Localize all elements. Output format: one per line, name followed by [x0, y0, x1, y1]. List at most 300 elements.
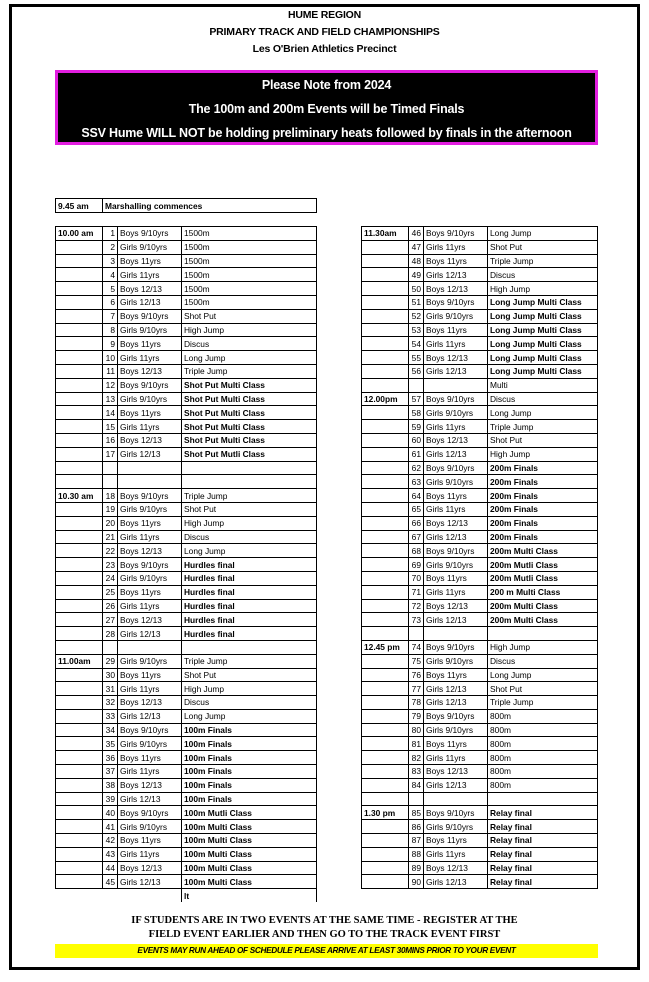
event-number-cell: 64: [409, 489, 424, 503]
age-group-cell: Boys 9/10yrs: [424, 461, 488, 475]
time-cell: [56, 516, 103, 530]
event-name-cell: Shot Put Multi Class: [182, 420, 317, 434]
schedule-row: [56, 378, 317, 392]
age-group-cell: Girls 12/13: [424, 682, 488, 696]
age-group-cell: Boys 9/10yrs: [118, 806, 182, 820]
age-group-cell: Girls 9/10yrs: [424, 654, 488, 668]
event-name-cell: Long Jump: [488, 668, 598, 682]
event-name-cell: High Jump: [488, 447, 598, 461]
schedule-row: [362, 502, 598, 516]
event-name-cell: Shot Put: [182, 309, 317, 323]
event-number-cell: 55: [409, 351, 424, 365]
event-number-cell: 18: [103, 489, 118, 503]
age-group-cell: Boys 9/10yrs: [424, 806, 488, 820]
schedule-row: [56, 654, 317, 668]
event-number-cell: 17: [103, 447, 118, 461]
time-cell: [362, 613, 409, 627]
time-cell: [362, 420, 409, 434]
time-cell: [362, 309, 409, 323]
age-group-cell: Boys 9/10yrs: [424, 544, 488, 558]
age-group-cell: Boys 9/10yrs: [424, 640, 488, 654]
event-number-cell: 34: [103, 723, 118, 737]
event-number-cell: 58: [409, 406, 424, 420]
schedule-row: [56, 847, 317, 861]
event-name-cell: Relay final: [488, 847, 598, 861]
time-cell: [56, 696, 103, 710]
event-name-cell: 200m Multi Class: [488, 599, 598, 613]
age-group-cell: Girls 9/10yrs: [424, 406, 488, 420]
event-name-cell: [182, 640, 317, 654]
age-group-cell: Boys 11yrs: [424, 834, 488, 848]
age-group-cell: Boys 11yrs: [118, 751, 182, 765]
time-cell: [56, 778, 103, 792]
event-number-cell: 52: [409, 309, 424, 323]
time-cell: [56, 627, 103, 641]
event-number-cell: 24: [103, 571, 118, 585]
time-cell: [56, 475, 103, 489]
event-name-cell: Hurdles final: [182, 613, 317, 627]
age-group-cell: Girls 9/10yrs: [424, 723, 488, 737]
event-number-cell: 10: [103, 351, 118, 365]
age-group-cell: Boys 11yrs: [424, 668, 488, 682]
schedule-row: [362, 861, 598, 875]
schedule-row: [56, 530, 317, 544]
time-cell: [56, 792, 103, 806]
event-name-cell: Long Jump Multi Class: [488, 364, 598, 378]
time-cell: [362, 475, 409, 489]
age-group-cell: Boys 9/10yrs: [424, 709, 488, 723]
event-name-cell: 1500m: [182, 295, 317, 309]
age-group-cell: [424, 627, 488, 641]
schedule-row: [56, 227, 317, 241]
time-cell: [362, 364, 409, 378]
schedule-row: [362, 668, 598, 682]
time-cell: [56, 544, 103, 558]
event-name-cell: 1500m: [182, 240, 317, 254]
event-number-cell: [103, 461, 118, 475]
age-group-cell: Boys 9/10yrs: [118, 558, 182, 572]
event-name-cell: Hurdles final: [182, 599, 317, 613]
age-group-cell: Girls 12/13: [118, 709, 182, 723]
event-number-cell: 62: [409, 461, 424, 475]
schedule-row: [362, 737, 598, 751]
schedule-row: [362, 420, 598, 434]
time-cell: [362, 433, 409, 447]
event-name-cell: Shot Put Multi Class: [182, 392, 317, 406]
event-name-cell: 200m Finals: [488, 475, 598, 489]
age-group-cell: Girls 11yrs: [118, 765, 182, 779]
schedule-row: [362, 834, 598, 848]
event-number-cell: [409, 792, 424, 806]
age-group-cell: Girls 12/13: [424, 613, 488, 627]
trailing-row: [56, 889, 317, 902]
age-group-cell: Boys 9/10yrs: [118, 723, 182, 737]
notice-line-2: The 100m and 200m Events will be Timed Finals: [188, 102, 465, 116]
event-number-cell: 67: [409, 530, 424, 544]
time-cell: [362, 820, 409, 834]
age-group-cell: Boys 11yrs: [118, 406, 182, 420]
notice-line-1: Please Note from 2024: [261, 78, 392, 92]
event-name-cell: 800m: [488, 778, 598, 792]
age-group-cell: Girls 12/13: [118, 447, 182, 461]
event-name-cell: Discus: [182, 696, 317, 710]
age-group-cell: Girls 11yrs: [424, 585, 488, 599]
age-group-cell: Girls 11yrs: [424, 502, 488, 516]
schedule-row: [56, 420, 317, 434]
schedule-table-right: [361, 226, 598, 889]
event-number-cell: 15: [103, 420, 118, 434]
schedule-row: [362, 696, 598, 710]
event-number-cell: [409, 378, 424, 392]
schedule-row: [56, 861, 317, 875]
schedule-row: [56, 544, 317, 558]
event-number-cell: 51: [409, 295, 424, 309]
age-group-cell: Boys 9/10yrs: [118, 309, 182, 323]
schedule-row: [56, 806, 317, 820]
time-cell: [56, 806, 103, 820]
time-cell: [56, 861, 103, 875]
age-group-cell: Boys 12/13: [118, 433, 182, 447]
schedule-row: [362, 640, 598, 654]
schedule-row: [56, 475, 317, 489]
event-number-cell: 76: [409, 668, 424, 682]
footer-instruction-line-1: IF STUDENTS ARE IN TWO EVENTS AT THE SAME TIME - REGISTER AT THE: [131, 915, 518, 926]
event-number-cell: 83: [409, 765, 424, 779]
event-name-cell: Discus: [182, 530, 317, 544]
empty-cell: [56, 889, 103, 902]
event-name-cell: Shot Put Mutli Class: [182, 447, 317, 461]
time-cell: [362, 530, 409, 544]
time-cell: [362, 240, 409, 254]
schedule-row: [362, 627, 598, 641]
schedule-row: [56, 461, 317, 475]
age-group-cell: Boys 12/13: [424, 765, 488, 779]
event-number-cell: 3: [103, 254, 118, 268]
age-group-cell: Girls 12/13: [424, 530, 488, 544]
event-number-cell: 87: [409, 834, 424, 848]
schedule-row: [56, 875, 317, 889]
time-cell: [362, 502, 409, 516]
event-number-cell: 11: [103, 364, 118, 378]
time-cell: [56, 709, 103, 723]
schedule-row: [362, 530, 598, 544]
event-number-cell: 48: [409, 254, 424, 268]
schedule-row: [362, 364, 598, 378]
event-name-cell: 1500m: [182, 227, 317, 241]
time-cell: [56, 351, 103, 365]
event-name-cell: Shot Put: [488, 433, 598, 447]
event-number-cell: 2: [103, 240, 118, 254]
notice-line-3: SSV Hume WILL NOT be holding preliminary heats followed by finals in the afternoon: [81, 126, 572, 140]
event-number-cell: 49: [409, 268, 424, 282]
time-cell: [362, 778, 409, 792]
schedule-row: [56, 696, 317, 710]
event-name-cell: Shot Put: [488, 240, 598, 254]
event-name-cell: [488, 627, 598, 641]
event-number-cell: 43: [103, 847, 118, 861]
region-title: HUME REGION: [287, 9, 362, 21]
event-number-cell: 9: [103, 337, 118, 351]
time-cell: [56, 282, 103, 296]
event-number-cell: 71: [409, 585, 424, 599]
event-number-cell: 86: [409, 820, 424, 834]
event-number-cell: 6: [103, 295, 118, 309]
age-group-cell: Boys 11yrs: [118, 585, 182, 599]
event-name-cell: 1500m: [182, 254, 317, 268]
schedule-row: [56, 558, 317, 572]
time-cell: [362, 351, 409, 365]
event-number-cell: 38: [103, 778, 118, 792]
time-cell: [362, 544, 409, 558]
schedule-row: [362, 558, 598, 572]
event-name-cell: 100m Finals: [182, 778, 317, 792]
time-cell: [56, 682, 103, 696]
event-number-cell: 16: [103, 433, 118, 447]
schedule-row: [56, 820, 317, 834]
age-group-cell: Boys 12/13: [118, 613, 182, 627]
schedule-row: [362, 875, 598, 889]
schedule-row: [362, 654, 598, 668]
schedule-row: [362, 489, 598, 503]
event-name-cell: Discus: [488, 268, 598, 282]
age-group-cell: [424, 792, 488, 806]
event-name-cell: Relay final: [488, 820, 598, 834]
age-group-cell: Boys 12/13: [118, 696, 182, 710]
schedule-row: [56, 268, 317, 282]
schedule-row: [362, 351, 598, 365]
event-number-cell: 79: [409, 709, 424, 723]
event-number-cell: 53: [409, 323, 424, 337]
age-group-cell: Boys 12/13: [424, 282, 488, 296]
empty-cell: [103, 889, 118, 902]
event-number-cell: 37: [103, 765, 118, 779]
time-cell: [362, 834, 409, 848]
event-number-cell: 4: [103, 268, 118, 282]
schedule-row: [56, 571, 317, 585]
age-group-cell: Girls 11yrs: [118, 682, 182, 696]
event-name-cell: 800m: [488, 737, 598, 751]
age-group-cell: Girls 12/13: [424, 696, 488, 710]
age-group-cell: Girls 9/10yrs: [118, 820, 182, 834]
time-cell: 11.30am: [362, 227, 409, 241]
event-name-cell: Long Jump: [182, 709, 317, 723]
age-group-cell: Girls 9/10yrs: [118, 654, 182, 668]
event-name-cell: High Jump: [182, 682, 317, 696]
event-name-cell: Shot Put Multi Class: [182, 433, 317, 447]
schedule-row: [362, 571, 598, 585]
age-group-cell: Boys 12/13: [424, 516, 488, 530]
event-name-cell: 200m Finals: [488, 489, 598, 503]
empty-cell: [118, 889, 182, 902]
time-cell: [362, 571, 409, 585]
age-group-cell: Girls 11yrs: [118, 530, 182, 544]
schedule-row: [362, 309, 598, 323]
event-name-cell: Triple Jump: [182, 364, 317, 378]
event-name-cell: 100m Multi Class: [182, 834, 317, 848]
schedule-row: [362, 516, 598, 530]
event-name-cell: 200m Mutli Class: [488, 558, 598, 572]
event-number-cell: 61: [409, 447, 424, 461]
arrival-warning-banner: EVENTS MAY RUN AHEAD OF SCHEDULE PLEASE ARRIVE AT LEAST 30MINS PRIOR TO YOUR EVENT: [55, 944, 598, 958]
schedule-row: [362, 392, 598, 406]
event-number-cell: 30: [103, 668, 118, 682]
age-group-cell: Boys 9/10yrs: [118, 227, 182, 241]
event-number-cell: 73: [409, 613, 424, 627]
time-cell: [362, 254, 409, 268]
age-group-cell: Girls 12/13: [424, 447, 488, 461]
event-number-cell: 57: [409, 392, 424, 406]
age-group-cell: Boys 12/13: [424, 861, 488, 875]
event-number-cell: 8: [103, 323, 118, 337]
age-group-cell: Girls 12/13: [118, 792, 182, 806]
age-group-cell: [118, 475, 182, 489]
event-name-cell: Relay final: [488, 861, 598, 875]
age-group-cell: Girls 9/10yrs: [424, 820, 488, 834]
age-group-cell: Girls 12/13: [424, 364, 488, 378]
event-name-cell: 100m Finals: [182, 765, 317, 779]
time-cell: [56, 254, 103, 268]
time-cell: 12.00pm: [362, 392, 409, 406]
schedule-row: [56, 599, 317, 613]
time-cell: [56, 737, 103, 751]
time-cell: 1.30 pm: [362, 806, 409, 820]
event-number-cell: 20: [103, 516, 118, 530]
time-cell: [362, 765, 409, 779]
event-name-cell: 200m Finals: [488, 461, 598, 475]
event-name-cell: Discus: [182, 337, 317, 351]
schedule-row: [56, 406, 317, 420]
time-cell: [362, 323, 409, 337]
event-name-cell: 200m Finals: [488, 502, 598, 516]
time-cell: [56, 765, 103, 779]
age-group-cell: Boys 11yrs: [424, 571, 488, 585]
time-cell: [362, 461, 409, 475]
age-group-cell: Girls 11yrs: [118, 268, 182, 282]
event-number-cell: 31: [103, 682, 118, 696]
event-number-cell: 35: [103, 737, 118, 751]
marshalling-label: Marshalling commences: [103, 199, 317, 213]
time-cell: [362, 668, 409, 682]
event-number-cell: 42: [103, 834, 118, 848]
age-group-cell: Girls 9/10yrs: [118, 502, 182, 516]
time-cell: [56, 668, 103, 682]
schedule-row: [56, 765, 317, 779]
event-name-cell: Long Jump: [182, 351, 317, 365]
age-group-cell: Girls 9/10yrs: [118, 323, 182, 337]
time-cell: [56, 585, 103, 599]
venue-title: Les O'Brien Athletics Precinct: [252, 43, 397, 55]
event-name-cell: 800m: [488, 709, 598, 723]
event-name-cell: Long Jump Multi Class: [488, 295, 598, 309]
age-group-cell: Girls 12/13: [118, 295, 182, 309]
time-cell: [56, 392, 103, 406]
age-group-cell: Girls 11yrs: [424, 751, 488, 765]
time-cell: [56, 558, 103, 572]
time-cell: [362, 268, 409, 282]
time-cell: [362, 585, 409, 599]
event-name-cell: Relay final: [488, 875, 598, 889]
event-name-cell: 800m: [488, 723, 598, 737]
schedule-row: [56, 723, 317, 737]
time-cell: [362, 861, 409, 875]
schedule-row: [56, 392, 317, 406]
time-cell: 12.45 pm: [362, 640, 409, 654]
event-number-cell: 44: [103, 861, 118, 875]
schedule-row: [362, 254, 598, 268]
age-group-cell: Boys 11yrs: [118, 668, 182, 682]
event-name-cell: 100m Finals: [182, 737, 317, 751]
schedule-row: [56, 737, 317, 751]
event-number-cell: 32: [103, 696, 118, 710]
event-number-cell: 68: [409, 544, 424, 558]
time-cell: [56, 640, 103, 654]
age-group-cell: Boys 11yrs: [424, 254, 488, 268]
time-cell: [56, 723, 103, 737]
event-name-cell: 800m: [488, 765, 598, 779]
time-cell: [56, 447, 103, 461]
event-name-cell: Triple Jump: [182, 654, 317, 668]
time-cell: [56, 847, 103, 861]
schedule-row: [56, 709, 317, 723]
age-group-cell: Boys 9/10yrs: [118, 378, 182, 392]
schedule-row: [56, 364, 317, 378]
event-name-cell: 100m Mutli Class: [182, 806, 317, 820]
event-number-cell: 27: [103, 613, 118, 627]
event-name-cell: Long Jump: [488, 227, 598, 241]
event-name-cell: Hurdles final: [182, 627, 317, 641]
schedule-row: [362, 792, 598, 806]
event-name-cell: 100m Finals: [182, 792, 317, 806]
event-number-cell: 25: [103, 585, 118, 599]
event-name-cell: 200 m Multi Class: [488, 585, 598, 599]
age-group-cell: Girls 9/10yrs: [118, 571, 182, 585]
event-number-cell: 26: [103, 599, 118, 613]
event-number-cell: 70: [409, 571, 424, 585]
age-group-cell: Boys 12/13: [118, 861, 182, 875]
event-name-cell: 100m Finals: [182, 723, 317, 737]
event-name-cell: Discus: [488, 392, 598, 406]
time-cell: [362, 295, 409, 309]
event-name-cell: High Jump: [488, 282, 598, 296]
age-group-cell: Girls 12/13: [118, 875, 182, 889]
event-number-cell: 90: [409, 875, 424, 889]
event-number-cell: 81: [409, 737, 424, 751]
event-number-cell: 19: [103, 502, 118, 516]
event-number-cell: 54: [409, 337, 424, 351]
time-cell: [362, 751, 409, 765]
schedule-row: [56, 613, 317, 627]
age-group-cell: Girls 9/10yrs: [424, 558, 488, 572]
event-name-cell: [182, 475, 317, 489]
event-number-cell: 77: [409, 682, 424, 696]
time-cell: [56, 337, 103, 351]
event-name-cell: 100m Multi Class: [182, 875, 317, 889]
event-number-cell: 46: [409, 227, 424, 241]
time-cell: [362, 847, 409, 861]
schedule-row: [362, 544, 598, 558]
time-cell: [362, 337, 409, 351]
schedule-row: [362, 599, 598, 613]
schedule-row: [56, 240, 317, 254]
schedule-row: [362, 765, 598, 779]
event-number-cell: 45: [103, 875, 118, 889]
trailing-text: lt: [182, 889, 317, 902]
event-name-cell: 100m Finals: [182, 751, 317, 765]
footer-instruction-line-2: FIELD EVENT EARLIER AND THEN GO TO THE TRACK EVENT FIRST: [148, 929, 501, 940]
time-cell: [56, 571, 103, 585]
event-name-cell: Relay final: [488, 834, 598, 848]
age-group-cell: Girls 11yrs: [424, 847, 488, 861]
